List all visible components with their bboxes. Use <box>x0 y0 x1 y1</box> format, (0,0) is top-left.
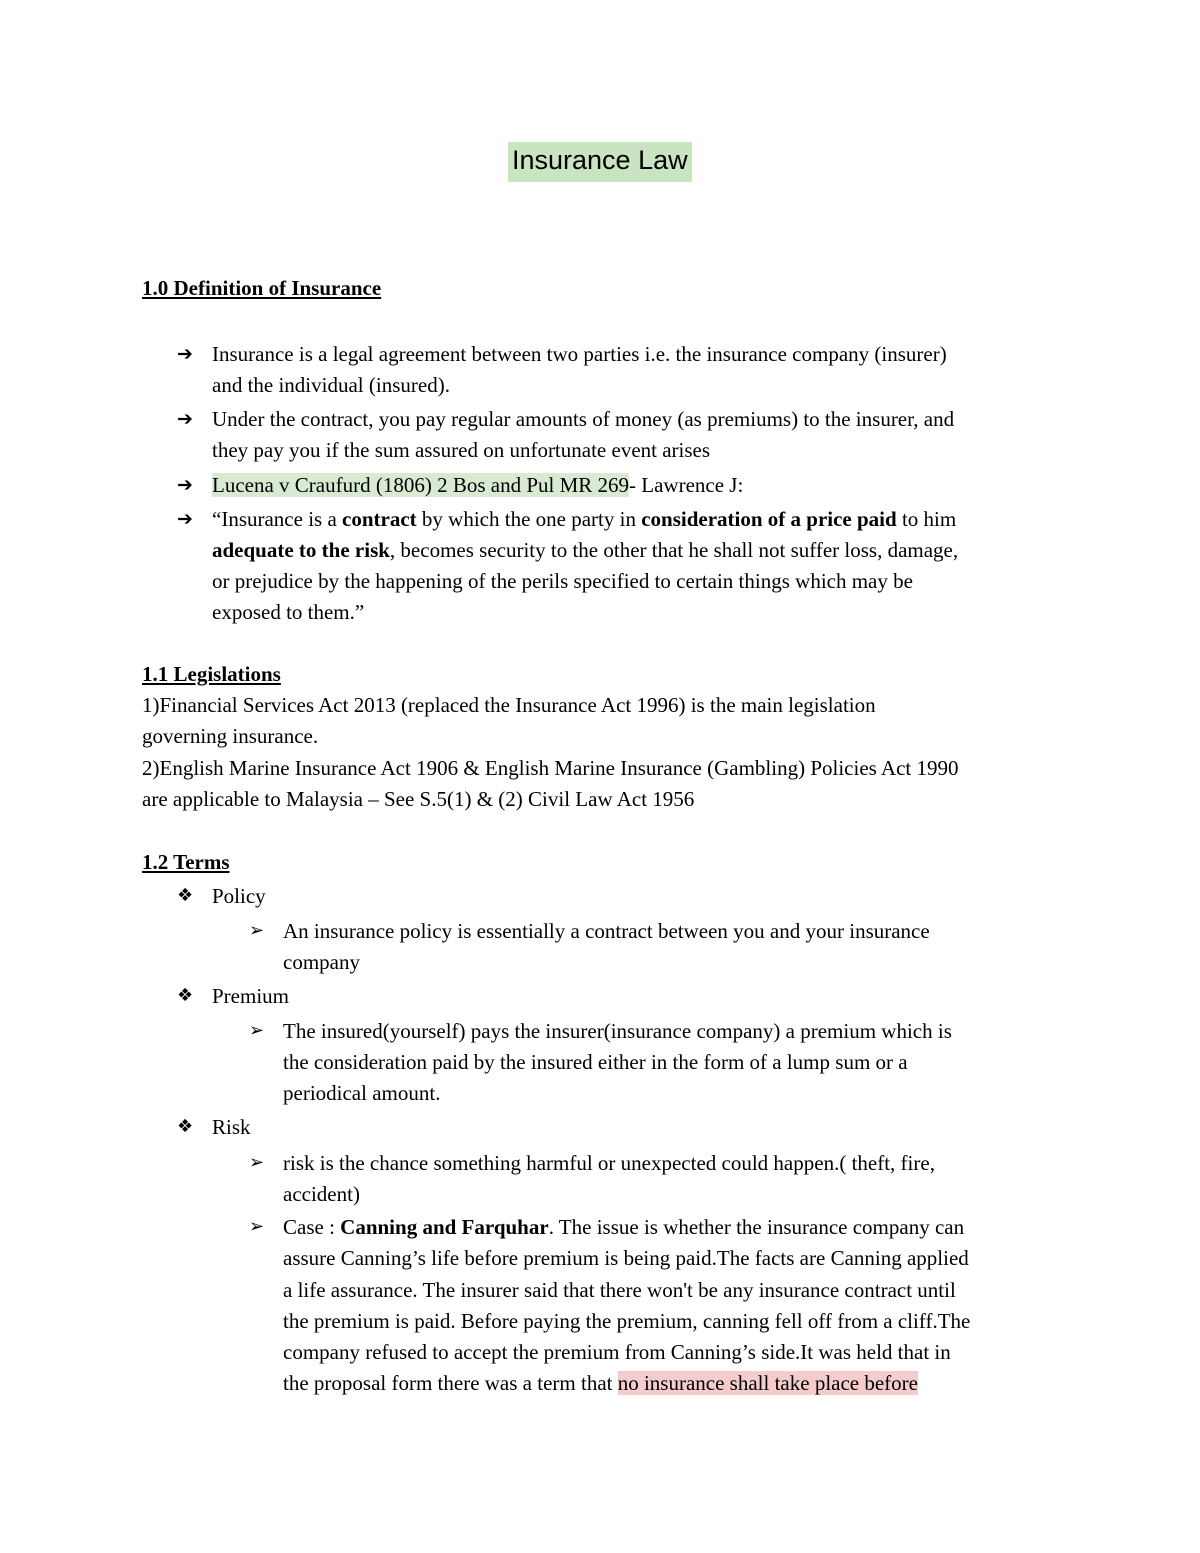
quote-text: , becomes security to the other that he shall not suffer loss, damage, <box>389 538 959 562</box>
case-line: a life assurance. The insurer said that there won't be any insurance contract until <box>283 1278 956 1302</box>
section-heading-definition: 1.0 Definition of Insurance <box>142 276 382 300</box>
quote-line: or prejudice by the happening of the perils specified to certain things which may be <box>212 569 913 593</box>
case-line: company refused to accept the premium from Canning’s side.It was held that in <box>283 1340 951 1364</box>
legislation-line: 2)English Marine Insurance Act 1906 & English Marine Insurance (Gambling) Policies Act 1990 <box>142 756 959 780</box>
case-line <box>283 1370 918 1396</box>
diamond-bullet-icon: ❖ <box>177 885 194 906</box>
case-citation-highlight: Lucena v Craufurd (1806) 2 Bos and Pul MR 269 <box>212 473 630 497</box>
quote-bold: contract <box>342 507 417 531</box>
case-line: assure Canning’s life before premium is being paid.The facts are Canning applied <box>283 1246 969 1270</box>
case-line <box>283 1214 964 1240</box>
term-description: the consideration paid by the insured either in the form of a lump sum or a <box>283 1050 908 1074</box>
quote-line <box>212 537 958 563</box>
section-heading-terms: 1.2 Terms <box>142 850 230 874</box>
case-highlight: no insurance shall take place before <box>617 1371 918 1395</box>
term-risk: Risk <box>212 1115 251 1139</box>
arrow-bullet-icon: ➔ <box>177 474 193 496</box>
term-description: accident) <box>283 1182 360 1206</box>
quote-bold: adequate to the risk <box>212 538 390 562</box>
diamond-bullet-icon: ❖ <box>177 985 194 1006</box>
page-title: Insurance Law <box>508 142 692 182</box>
section-heading-legislations: 1.1 Legislations <box>142 662 281 686</box>
term-description: An insurance policy is essentially a contract between you and your insurance <box>283 919 930 943</box>
bullet-text: they pay you if the sum assured on unfortunate event arises <box>212 438 711 462</box>
term-description: The insured(yourself) pays the insurer(insurance company) a premium which is <box>283 1019 952 1043</box>
bullet-text-case <box>212 472 743 498</box>
triangle-bullet-icon: ➢ <box>249 1020 265 1041</box>
case-name: Canning and Farquhar <box>340 1215 549 1239</box>
legislation-line: 1)Financial Services Act 2013 (replaced the Insurance Act 1996) is the main legislation <box>142 693 876 717</box>
bullet-text: and the individual (insured). <box>212 373 450 397</box>
quote-line <box>212 506 956 532</box>
quote-bold: consideration of a price paid <box>641 507 897 531</box>
arrow-bullet-icon: ➔ <box>177 508 193 530</box>
arrow-bullet-icon: ➔ <box>177 343 193 365</box>
legislation-line: governing insurance. <box>142 724 319 748</box>
case-text: . The issue is whether the insurance company can <box>548 1215 965 1239</box>
bullet-text: Insurance is a legal agreement between two parties i.e. the insurance company (insurer) <box>212 342 947 366</box>
triangle-bullet-icon: ➢ <box>249 920 265 941</box>
case-judge: - Lawrence J: <box>629 473 744 497</box>
triangle-bullet-icon: ➢ <box>249 1152 265 1173</box>
legislation-line: are applicable to Malaysia – See S.5(1) & (2) Civil Law Act 1956 <box>142 787 695 811</box>
arrow-bullet-icon: ➔ <box>177 408 193 430</box>
quote-line: exposed to them.” <box>212 600 365 624</box>
term-premium: Premium <box>212 984 289 1008</box>
term-description: risk is the chance something harmful or unexpected could happen.( theft, fire, <box>283 1151 935 1175</box>
quote-text: by which the one party in <box>416 507 642 531</box>
bullet-text: Under the contract, you pay regular amounts of money (as premiums) to the insurer, and <box>212 407 955 431</box>
case-prefix: Case : <box>283 1215 341 1239</box>
term-policy: Policy <box>212 884 266 908</box>
quote-text: “Insurance is a <box>212 507 343 531</box>
term-description: periodical amount. <box>283 1081 441 1105</box>
term-description: company <box>283 950 360 974</box>
diamond-bullet-icon: ❖ <box>177 1116 194 1137</box>
case-line: the premium is paid. Before paying the premium, canning fell off from a cliff.The <box>283 1309 971 1333</box>
quote-text: to him <box>896 507 957 531</box>
triangle-bullet-icon: ➢ <box>249 1216 265 1237</box>
case-text: the proposal form there was a term that <box>283 1371 618 1395</box>
